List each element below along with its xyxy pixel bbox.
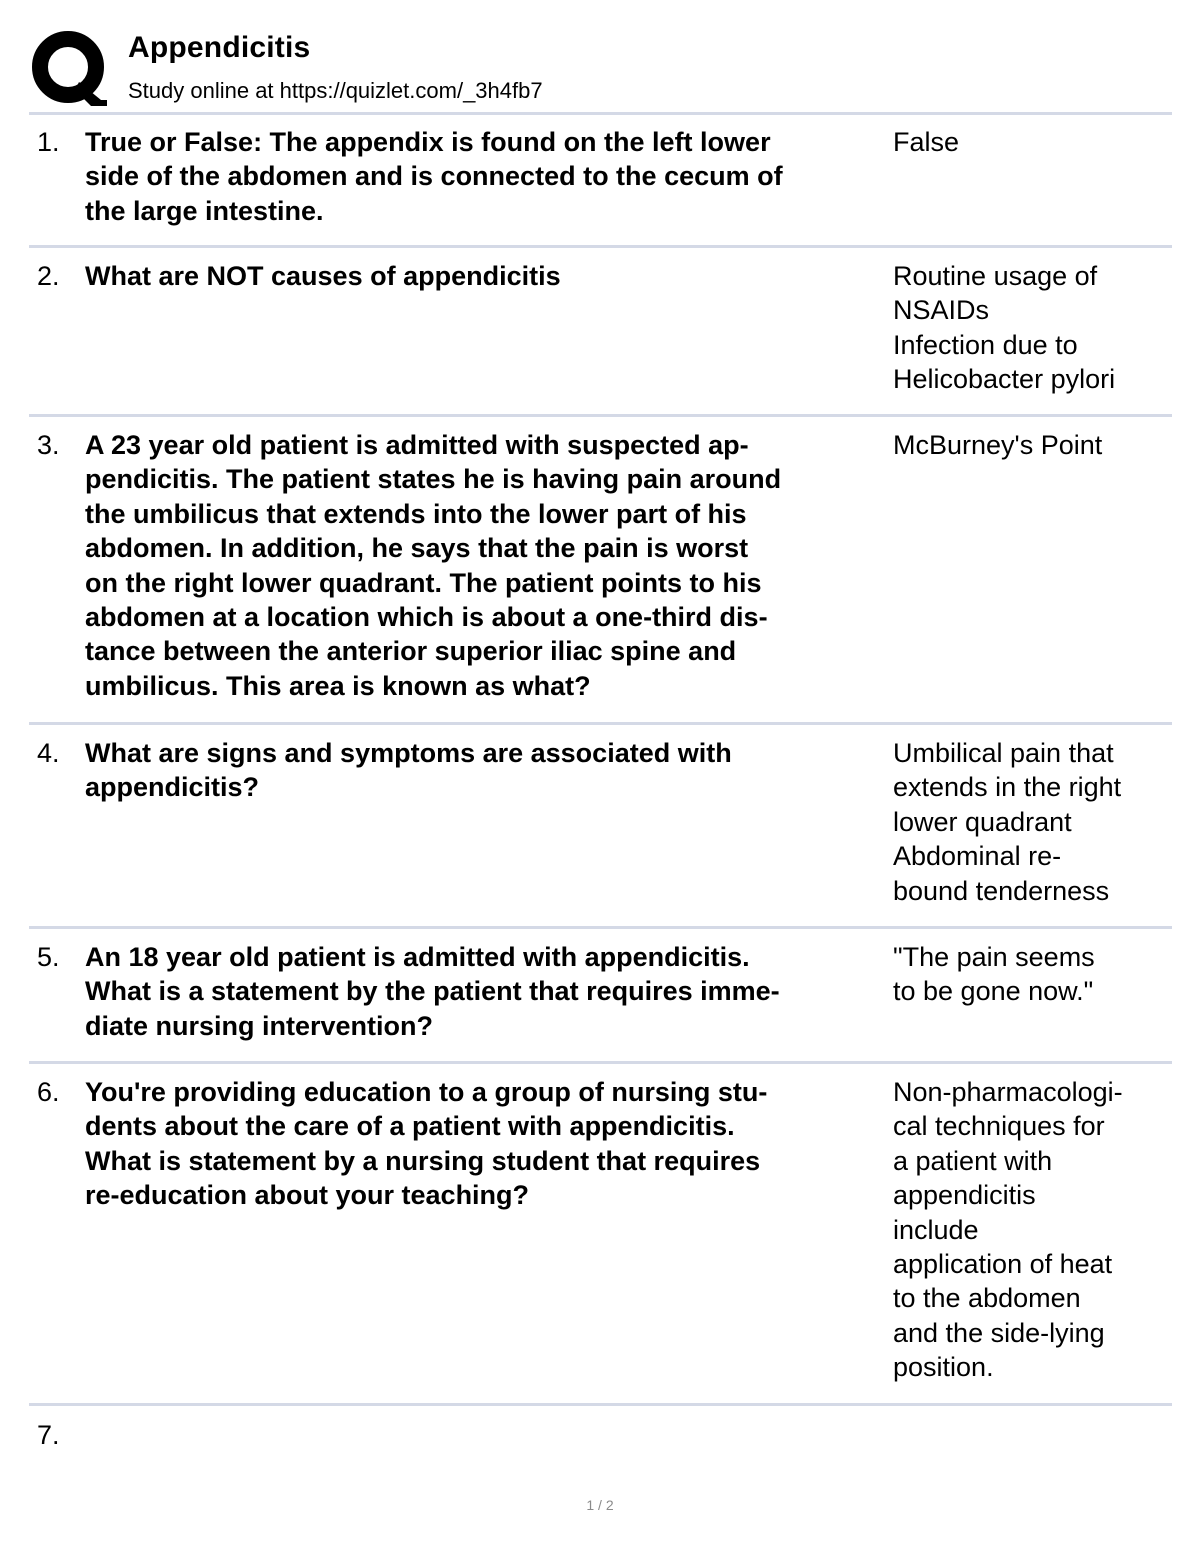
card-definition: Non-pharmacologi- cal techniques for a patient with appendicitis include application of heat to the abdomen and the side-lying position.: [893, 1077, 1123, 1383]
divider: [29, 926, 1172, 929]
page-indicator: 1 / 2: [586, 1497, 614, 1513]
card-definition: False: [893, 127, 960, 157]
quizlet-logo-icon: [31, 30, 107, 106]
card-definition: Routine usage of NSAIDs Infection due to Helicobacter pylori: [893, 261, 1116, 395]
page-title: Appendicitis: [128, 31, 311, 64]
card-number: 6.: [37, 1077, 60, 1107]
card-term: What are NOT causes of appendicitis: [85, 261, 561, 291]
divider: [29, 1061, 1172, 1064]
card-term: What are signs and symptoms are associated with appendicitis?: [85, 738, 732, 803]
card-number: 1.: [37, 127, 60, 157]
card-term: True or False: The appendix is found on the left lower side of the abdomen and is connected to the cecum of the large intestine.: [85, 127, 783, 226]
card-term: You're providing education to a group of nursing stu- dents about the care of a patient with appendicitis. What is statement by a nursing student that requires re-education about your teaching?: [85, 1077, 768, 1211]
divider: [29, 1403, 1172, 1406]
card-term: A 23 year old patient is admitted with suspected ap- pendicitis. The patient states he is having pain around the umbilicus that extends into the lower part of his abdomen. In addition, he says that the pain is worst on the right lower quadrant. The patient points to his abdomen at a location which is about a one-third dis- tance between the anterior superior iliac spine and umbilicus. This area is known as what?: [85, 430, 782, 701]
divider: [29, 722, 1172, 725]
card-term: An 18 year old patient is admitted with appendicitis. What is a statement by the patient that requires imme- diate nursing intervention?: [85, 942, 780, 1041]
divider: [29, 414, 1172, 417]
card-definition: "The pain seems to be gone now.": [893, 942, 1095, 1007]
page-header: [0, 0, 1200, 114]
card-number: 2.: [37, 261, 60, 291]
card-number: 4.: [37, 738, 60, 768]
study-link-text: Study online at https://quizlet.com/_3h4fb7: [128, 78, 543, 103]
card-definition: McBurney's Point: [893, 430, 1103, 460]
card-number: 3.: [37, 430, 60, 460]
divider: [29, 112, 1172, 115]
card-number: 7.: [37, 1420, 60, 1450]
divider: [29, 245, 1172, 248]
card-definition: Umbilical pain that extends in the right lower quadrant Abdominal re- bound tenderness: [893, 738, 1122, 906]
card-number: 5.: [37, 942, 60, 972]
